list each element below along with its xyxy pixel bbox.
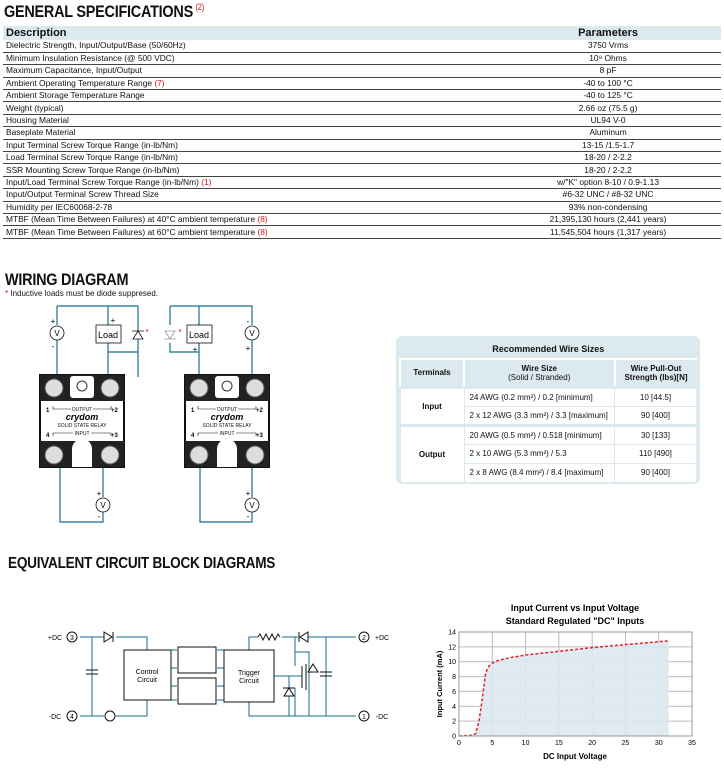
header-terminals: Terminals — [400, 359, 464, 387]
y-tick-label: 6 — [452, 688, 456, 696]
pin-label: 4 — [70, 714, 74, 721]
y-tick-label: 4 — [452, 703, 456, 711]
wire-row — [400, 425, 697, 444]
spec-description: MTBF (Mean Time Between Failures) at 60°C ambient temperature (8) — [3, 226, 495, 238]
spec-row — [3, 152, 721, 164]
brand-logo: crydom — [210, 412, 244, 422]
spec-value: 8 pF — [495, 65, 721, 77]
pin-polarity: +DC — [374, 635, 390, 642]
x-tick-label: 5 — [490, 740, 495, 747]
suppression-mark: * — [178, 328, 182, 337]
polarity-minus: - — [51, 342, 55, 351]
polarity-minus: - — [246, 512, 250, 521]
pull-out-strength: 110 [490] — [615, 444, 697, 463]
terminal-label: 4 — [191, 433, 195, 439]
terminal-screw-icon — [101, 379, 119, 397]
terminal-label: +2 — [111, 408, 118, 414]
spec-value: 2.66 oz (75.5 g) — [495, 102, 721, 114]
terminal-screw-icon — [190, 379, 208, 397]
polarity-plus: + — [110, 316, 116, 325]
spec-value: w/"K" option 8-10 / 0.9-1.13 — [495, 176, 721, 188]
diode-icon — [132, 331, 144, 339]
wire-table-title: Recommended Wire Sizes — [492, 343, 605, 354]
pin-polarity: -DC — [48, 714, 62, 721]
recommended-wire-sizes-table — [396, 336, 700, 484]
spec-row — [3, 127, 721, 139]
y-tick-label: 0 — [452, 733, 456, 741]
pin-label: 2 — [362, 635, 366, 642]
y-tick-label: 10 — [448, 659, 456, 667]
polarity-plus: + — [245, 489, 251, 498]
polarity-minus: - — [246, 317, 250, 326]
terminal-label: +3 — [111, 433, 118, 439]
general-specifications-title: GENERAL SPECIFICATIONS $^{(2)}$ — [4, 2, 205, 21]
y-axis-label: Input Current (mA) — [435, 650, 444, 718]
spec-row — [3, 102, 721, 114]
polarity-plus: + — [50, 317, 56, 326]
polarity-plus: + — [96, 489, 102, 498]
terminal-label: 4 — [46, 433, 50, 439]
control-circuit-label: Circuit — [137, 677, 157, 684]
pin-label: 3 — [70, 635, 74, 642]
control-circuit-label: Control — [135, 669, 159, 676]
spec-value: Aluminum — [495, 127, 721, 139]
spec-value: 93% non-condensing — [495, 201, 721, 213]
spec-description: Dielectric Strength, Input/Output/Base (50/60Hz) — [3, 40, 495, 52]
spec-value: #6-32 UNC / #8-32 UNC — [495, 189, 721, 201]
spec-description: Input Terminal Screw Torque Range (in-lb/Nm) — [3, 139, 495, 151]
spec-description: Humidity per IEC60068-2-78 — [3, 201, 495, 213]
pull-out-strength: 30 [133] — [615, 425, 697, 444]
terminal-screw-icon — [246, 379, 264, 397]
spec-value: -40 to 125 °C — [495, 90, 721, 102]
voltmeter-label: V — [249, 329, 255, 338]
terminal-label: +3 — [256, 433, 263, 439]
polarity-minus: - — [97, 512, 101, 521]
wire-size: 24 AWG (0.2 mm²) / 0.2 [minimum] — [464, 387, 615, 406]
spec-description: Maximum Capacitance, Input/Output — [3, 65, 495, 77]
optocoupler — [178, 678, 216, 704]
chart-title: Input Current vs Input Voltage — [510, 603, 640, 613]
equivalent-circuit-diagram — [40, 620, 400, 760]
spec-row — [3, 176, 721, 188]
brand-logo: crydom — [65, 412, 99, 422]
spec-row — [3, 213, 721, 225]
area-fill — [459, 641, 669, 736]
spec-description: Input/Load Terminal Screw Torque Range (in-lb/Nm) (1) — [3, 176, 495, 188]
footnote-ref: (8) — [257, 226, 268, 237]
terminal-label: +2 — [256, 408, 263, 414]
polarity-plus: + — [192, 345, 198, 354]
diode-icon — [299, 632, 308, 642]
voltmeter-label: V — [100, 501, 106, 510]
x-tick-label: 35 — [688, 740, 696, 747]
header-pull-out: Wire Pull-Out Strength (lbs)[N] — [615, 359, 697, 387]
header-wire-size: Wire Size (Solid / Stranded) — [464, 359, 615, 387]
spec-value: -40 to 100 °C — [495, 77, 721, 89]
spec-row — [3, 164, 721, 176]
diode-icon — [104, 632, 113, 642]
spec-value: 13-15 /1.5-1.7 — [495, 139, 721, 151]
voltmeter-label: V — [54, 329, 60, 338]
x-tick-label: 0 — [457, 740, 461, 747]
header-description: Description — [3, 26, 495, 40]
wiring-diagram-title: WIRING DIAGRAM — [5, 270, 129, 289]
spec-description: Load Terminal Screw Torque Range (in-lb/Nm) — [3, 152, 495, 164]
chart-subtitle: Standard Regulated "DC" Inputs — [505, 616, 645, 626]
pin-polarity: -DC — [375, 714, 389, 721]
spec-description: SSR Mounting Screw Torque Range (in-lb/Nm) — [3, 164, 495, 176]
y-tick-label: 8 — [452, 674, 456, 682]
pin-polarity: +DC — [47, 635, 63, 642]
terminal-screw-icon — [246, 446, 264, 464]
wire-size: 2 x 10 AWG (5.3 mm²) / 5.3 — [464, 444, 615, 463]
x-tick-label: 30 — [654, 740, 663, 747]
trigger-circuit-label: Trigger — [238, 670, 260, 677]
input-current-chart — [420, 597, 720, 769]
spec-row — [3, 201, 721, 213]
spec-description: Ambient Storage Temperature Range — [3, 90, 495, 102]
output-label: OUTPUT — [71, 407, 93, 413]
y-tick-label: 2 — [452, 718, 456, 726]
spec-value: 11,545,504 hours (1,317 years) — [495, 226, 721, 238]
relay-left — [40, 375, 124, 467]
spec-row — [3, 52, 721, 64]
terminal-label: Output — [400, 425, 464, 482]
terminal-screw-icon — [45, 446, 63, 464]
current-regulator-icon — [105, 711, 115, 721]
pull-out-strength: 90 [400] — [615, 406, 697, 425]
spec-row — [3, 40, 721, 52]
spec-description: MTBF (Mean Time Between Failures) at 40°C ambient temperature (8) — [3, 213, 495, 225]
polarity-plus: + — [245, 344, 251, 353]
spec-row — [3, 226, 721, 238]
spec-row — [3, 77, 721, 89]
terminal-label: 1 — [191, 408, 195, 414]
spec-value: 18-20 / 2-2.2 — [495, 164, 721, 176]
wire-size: 2 x 12 AWG (3.3 mm²) / 3.3 [maximum] — [464, 406, 615, 425]
spec-value: 21,395,130 hours (2,441 years) — [495, 213, 721, 225]
y-tick-label: 12 — [448, 644, 456, 652]
spec-row — [3, 189, 721, 201]
header-parameters: Parameters — [495, 26, 721, 40]
x-tick-label: 15 — [554, 740, 563, 747]
mosfet-icon — [302, 664, 306, 690]
terminal-screw-icon — [45, 379, 63, 397]
relay-subtitle: SOLID STATE RELAY — [202, 423, 252, 429]
footnote-ref: (7) — [154, 77, 165, 88]
pin-label: 1 — [362, 714, 366, 721]
wire-size: 20 AWG (0.5 mm²) / 0.518 [minimum] — [464, 425, 615, 444]
spec-row — [3, 139, 721, 151]
general-specifications-table — [3, 26, 721, 239]
spec-value: 18-20 / 2-2.2 — [495, 152, 721, 164]
spec-row — [3, 90, 721, 102]
x-tick-label: 10 — [521, 740, 530, 747]
spec-value: 3750 Vrms — [495, 40, 721, 52]
spec-description: Minimum Insulation Resistance (@ 500 VDC) — [3, 52, 495, 64]
trigger-circuit-label: Circuit — [239, 678, 259, 685]
y-tick-label: 14 — [448, 629, 456, 637]
spec-description: Ambient Operating Temperature Range (7) — [3, 77, 495, 89]
wire-size: 2 x 8 AWG (8.4 mm²) / 8.4 [maximum] — [464, 463, 615, 482]
x-tick-label: 20 — [588, 740, 597, 747]
footnote-ref: (1) — [201, 176, 212, 187]
spec-row — [3, 65, 721, 77]
spec-value: UL94 V-0 — [495, 114, 721, 126]
resistor-icon — [258, 634, 280, 640]
terminal-screw-icon — [101, 446, 119, 464]
spec-description: Input/Output Terminal Screw Thread Size — [3, 189, 495, 201]
wiring-diagram — [0, 295, 290, 535]
voltmeter-label: V — [249, 501, 255, 510]
circuit-title: EQUIVALENT CIRCUIT BLOCK DIAGRAMS — [8, 555, 276, 572]
zener-icon — [283, 688, 295, 696]
x-tick-label: 25 — [621, 740, 630, 747]
footnote-ref: (2) — [195, 2, 205, 12]
wiring-note: * Inductive loads must be diode suppresed. — [5, 289, 159, 298]
spec-description: Baseplate Material — [3, 127, 495, 139]
terminal-screw-icon — [190, 446, 208, 464]
wire-row — [400, 387, 697, 406]
x-axis-label: DC Input Voltage — [543, 752, 607, 761]
output-label: OUTPUT — [216, 407, 238, 413]
spec-description: Housing Material — [3, 114, 495, 126]
input-label: INPUT — [74, 431, 90, 437]
load-label: Load — [97, 330, 119, 340]
relay-subtitle: SOLID STATE RELAY — [57, 423, 107, 429]
load-label: Load — [188, 330, 210, 340]
terminal-label: 1 — [46, 408, 50, 414]
input-label: INPUT — [219, 431, 235, 437]
pull-out-strength: 90 [400] — [615, 463, 697, 482]
spec-value: 10⁹ Ohms — [495, 52, 721, 64]
footnote-ref: (8) — [257, 214, 268, 225]
pull-out-strength: 10 [44.5] — [615, 387, 697, 406]
spec-row — [3, 114, 721, 126]
suppression-mark: * — [145, 328, 149, 337]
diode-icon — [164, 331, 176, 339]
optocoupler — [178, 647, 216, 673]
terminal-label: Input — [400, 387, 464, 425]
spec-description: Weight (typical) — [3, 102, 495, 114]
relay-right — [185, 375, 269, 467]
